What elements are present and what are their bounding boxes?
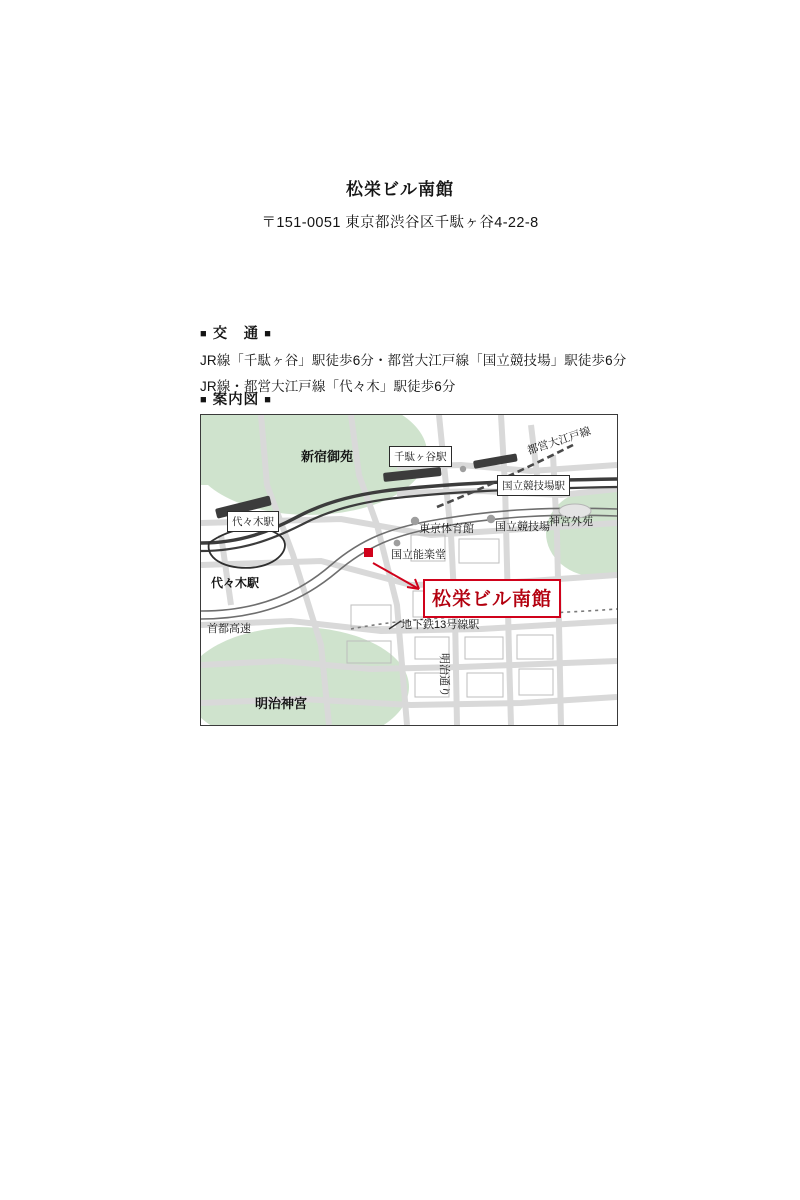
label-jingu-gaien: 神宮外苑 xyxy=(549,516,593,528)
building-marker xyxy=(364,548,373,557)
label-meiji-jingu: 明治神宮 xyxy=(255,696,308,711)
label-subway-line13-station: 地下鉄13号線駅 xyxy=(401,619,480,631)
label-meiji-dori: 明治通り xyxy=(438,653,450,697)
map-heading-label: 案内図 xyxy=(212,392,260,408)
access-line-2: JR線・都営大江戸線「代々木」駅徒歩6分 xyxy=(200,379,456,394)
bullet-square-icon-map: ■ xyxy=(200,394,208,406)
bullet-square-icon-right: ■ xyxy=(264,328,272,340)
page-title: 松栄ビル南館 xyxy=(346,180,454,199)
label-kokuritsu-kyogijo: 国立競技場 xyxy=(495,521,550,533)
label-toei-oedo-line: 都営大江戸線 xyxy=(525,425,593,458)
access-line-1: JR線「千駄ヶ谷」駅徒歩6分・都営大江戸線「国立競技場」駅徒歩6分 xyxy=(200,353,627,368)
access-heading xyxy=(200,322,630,343)
highlight-building-label: 松栄ビル南館 xyxy=(423,579,561,618)
station-box-kokuritsu-kyogijo[interactable]: 国立競技場駅 xyxy=(497,475,570,496)
label-tokyo-taiikukan: 東京体育館 xyxy=(419,523,474,535)
access-heading-label: 交 通 xyxy=(212,326,260,342)
label-kokuritsu-nohgakudo: 国立能楽堂 xyxy=(391,549,446,561)
station-box-sendagaya[interactable]: 千駄ヶ谷駅 xyxy=(389,446,452,467)
location-map[interactable] xyxy=(200,414,618,726)
access-section xyxy=(200,322,630,395)
postal-address: 〒151-0051 東京都渋谷区千駄ヶ谷4-22-8 xyxy=(261,215,539,231)
map-heading xyxy=(200,388,272,409)
label-yoyogi-station-2: 代々木駅 xyxy=(211,576,260,590)
label-shinjuku-gyoen: 新宿御苑 xyxy=(301,449,354,464)
station-box-yoyogi[interactable]: 代々木駅 xyxy=(227,511,279,532)
document-header xyxy=(0,175,800,232)
label-shuto-expressway: 首都高速 xyxy=(207,623,251,635)
bullet-square-icon-map-right: ■ xyxy=(264,394,272,406)
bullet-square-icon: ■ xyxy=(200,328,208,340)
